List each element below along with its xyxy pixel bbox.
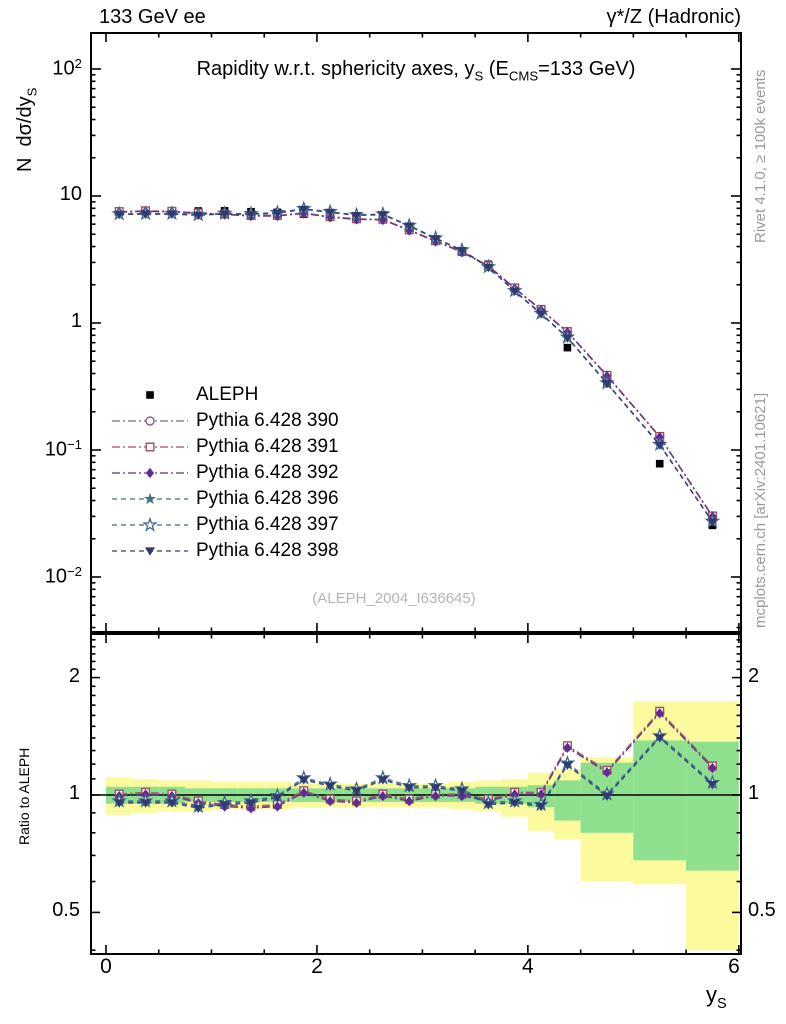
ratio-y-tick-label-right: 2: [748, 664, 760, 687]
x-tick-label: 0: [100, 955, 112, 978]
legend-item-label: Pythia 6.428 398: [196, 540, 339, 561]
legend: [110, 382, 339, 564]
legend-item-aleph: [110, 382, 339, 408]
data-point-marker: [146, 391, 154, 399]
main-y-tick-label: 1: [70, 310, 82, 332]
ratio-y-tick-label-right: 1: [748, 782, 760, 804]
main-y-axis-label: Ndσ/$dy_S$: [14, 87, 40, 172]
legend-item-series-3: [110, 486, 339, 512]
legend-item-label: Pythia 6.428 396: [196, 488, 339, 509]
x-tick-label: 4: [522, 955, 534, 978]
legend-item-series-4: [110, 512, 339, 538]
mcplots-attribution-note: mcplots.cern.ch [arXiv:2401.10621]: [752, 392, 769, 628]
analysis-id-watermark: (ALEPH_2004_I636645): [312, 590, 476, 607]
legend-item-series-1: [110, 434, 339, 460]
process-info-header: γ*/Z (Hadronic): [606, 6, 741, 28]
legend-item-label: Pythia 6.428 397: [196, 514, 339, 535]
data-point-marker: [144, 493, 156, 504]
ratio-y-tick-label: 0.5: [52, 899, 80, 922]
data-point-marker: [656, 460, 664, 468]
main-y-tick-label: $10^{-1}$: [44, 437, 82, 461]
x-tick-label: 6: [728, 955, 740, 978]
data-point-marker: [146, 417, 154, 425]
beam-info-header: 133 GeV ee: [99, 6, 206, 28]
legend-item-series-5: [110, 538, 339, 564]
green-uncertainty-band: [686, 742, 739, 871]
data-point-marker: [145, 547, 155, 555]
data-point-marker: [564, 344, 572, 352]
plot-title: Rapidity w.r.t. sphericity axes, $y_S$ ($E_{CMS}=133$ GeV): [196, 58, 636, 84]
legend-item-label: Pythia 6.428 392: [196, 462, 339, 483]
x-axis-label: $y_S$: [706, 982, 727, 1012]
legend-item-label: Pythia 6.428 391: [196, 436, 339, 457]
x-tick-label: 2: [311, 955, 323, 978]
main-y-tick-label: $10^{-2}$: [44, 564, 82, 588]
main-y-tick-label: 10: [59, 183, 82, 205]
legend-item-series-2: [110, 460, 339, 486]
green-uncertainty-band: [554, 780, 580, 820]
data-point-marker: [144, 519, 156, 530]
rivet-version-note: Rivet 4.1.0, ≥ 100k events: [752, 69, 769, 243]
data-point-marker: [146, 468, 154, 478]
ratio-y-tick-label: 1: [68, 782, 80, 804]
legend-item-label: Pythia 6.428 390: [196, 410, 339, 431]
legend-item-series-0: [110, 408, 339, 434]
data-point-marker: [146, 443, 154, 451]
ratio-y-axis-label: Ratio to ALEPH: [16, 747, 32, 845]
ratio-y-tick-label: 2: [68, 664, 80, 687]
ratio-y-tick-label-right: 0.5: [748, 899, 776, 922]
main-y-tick-label: $10^2$: [52, 56, 82, 80]
legend-item-label: ALEPH: [196, 384, 259, 405]
